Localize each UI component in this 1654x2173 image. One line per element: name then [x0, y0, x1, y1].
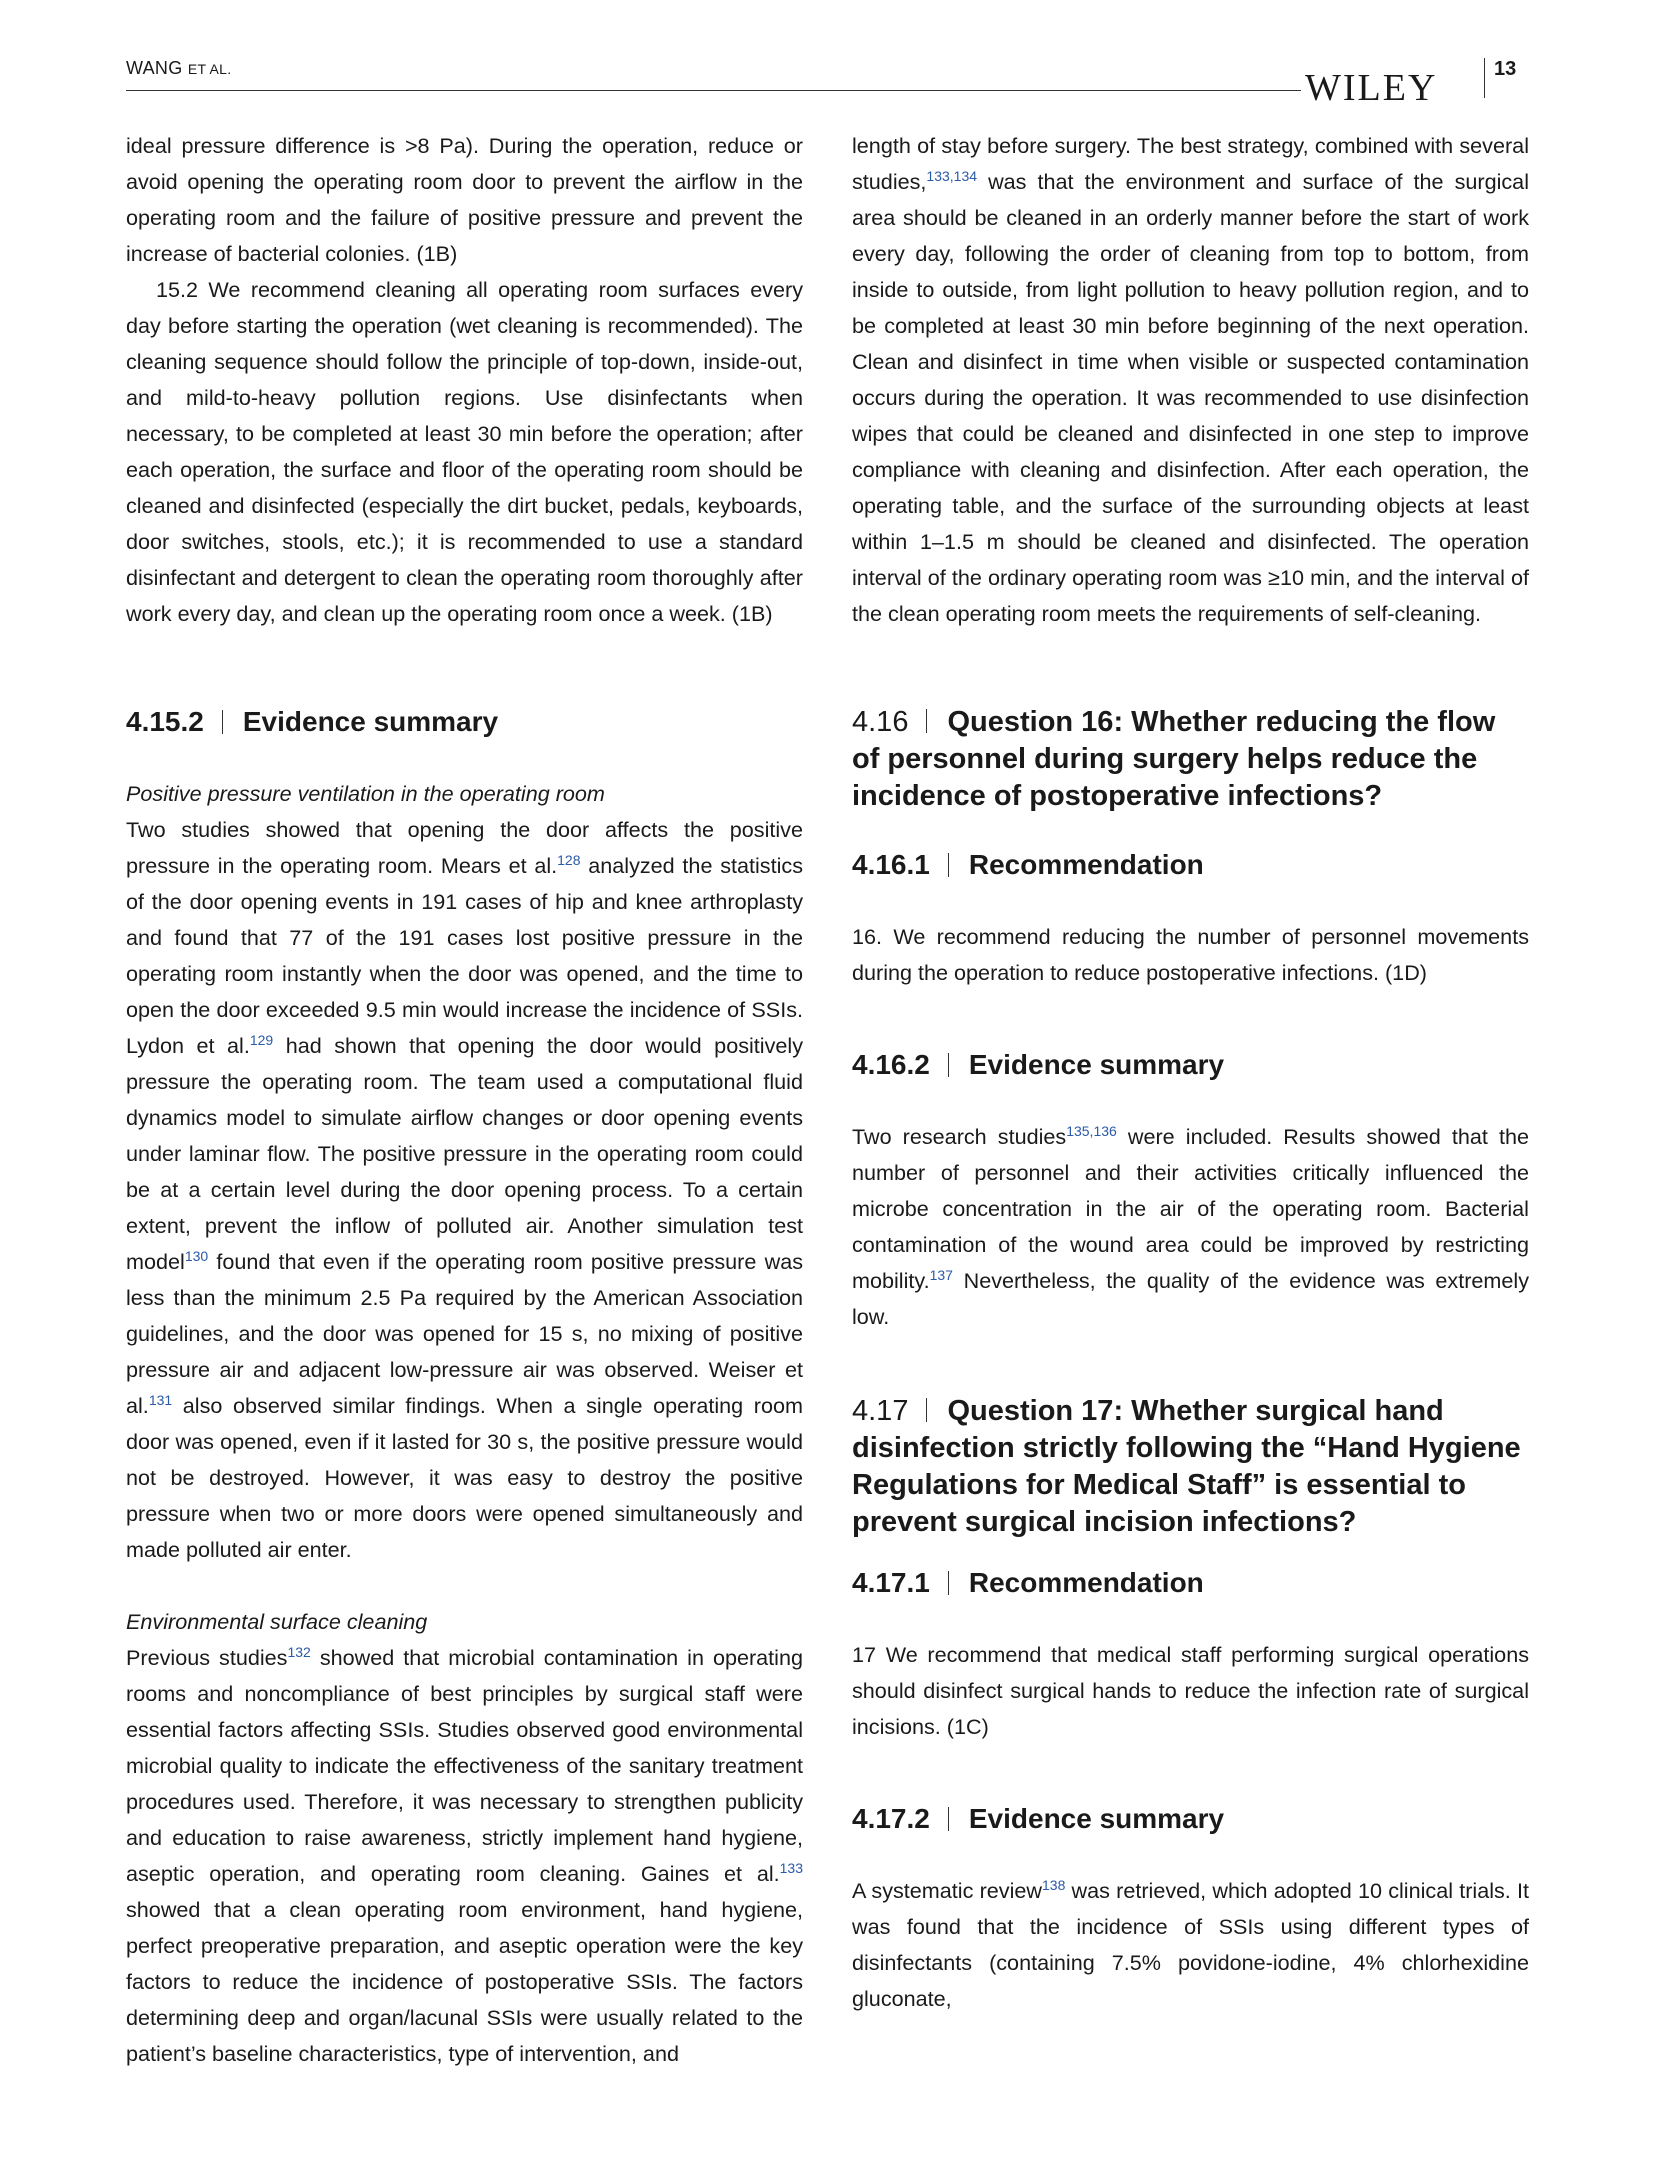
text-run: was retrieved, which adopted 10 clinical trials. It was found that the incidence of SSIs using different types of disinfectants (containing 7.5% povidone-iodine, 4% chlorhexidine gluconate,	[852, 1878, 1529, 2011]
author-suffix: ET AL.	[187, 61, 232, 77]
heading-bar	[948, 1807, 949, 1831]
citation-link[interactable]: 135,136	[1066, 1122, 1117, 1139]
text-run: showed that a clean operating room environment, hand hygiene, perfect preoperative preparation, and aseptic operation were the key factors to reduce the incidence of postoperative SSIs. The factors determining deep and organ/lacunal SSIs were usually related to the patient’s baseline characteristics, type of intervention, and	[126, 1897, 803, 2066]
citation-link[interactable]: 133	[779, 1859, 803, 1876]
paragraph-recommendation-15-2: 15.2 We recommend cleaning all operating room surfaces every day before starting the operation (wet cleaning is recommended). The cleaning sequence should follow the principle of top-down, inside-out, and mild-to-heavy pollution regions. Use disinfectants when necessary, to be completed at least 30 min before the operation; after each operation, the surface and floor of the operating room should be cleaned and disinfected (especially the dirt bucket, pedals, keyboards, door switches, stools, etc.); it is recommended to use a standard disinfectant and detergent to clean the operating room thoroughly after work every day, and clean up the operating room once a week. (1B)	[126, 277, 803, 626]
citation-link[interactable]: 132	[287, 1643, 311, 1660]
citation-link[interactable]: 131	[148, 1391, 173, 1408]
text-run: Previous studies	[126, 1645, 288, 1670]
section-number: 4.17	[852, 1395, 909, 1427]
section-heading-4-16-1	[852, 847, 1529, 883]
section-number: 4.16.2	[852, 1049, 930, 1080]
text-run: showed that microbial contamination in operating rooms and noncompliance of best principles by surgical staff were essential factors affecting SSIs. Studies observed good environmental microbial quality to indicate the effectiveness of the sanitary treatment procedures used. Therefore, it was necessary to strengthen publicity and education to raise awareness, strictly implement hand hygiene, aseptic operation, and operating room cleaning. Gaines et al.	[126, 1645, 804, 1886]
right-column	[852, 128, 1529, 2017]
text-run: analyzed the statistics of the door opening events in 191 cases of hip and knee arthroplasty and found that 77 of the 191 cases lost positive pressure in the operating room instantly when the door was opened, and the time to open the door exceeded 9.5 min would increase the incidence of SSIs. Lydon et al.	[126, 853, 803, 1058]
text-run: was that the environment and surface of the surgical area should be cleaned in an orderly manner before the start of work every day, following the order of cleaning from top to bottom, from inside to outside, from light pollution to heavy pollution region, and to be completed at least 30 min before beginning of the next operation. Clean and disinfect in time when visible or suspected contamination occurs during the operation. It was recommended to use disinfection wipes that could be cleaned and disinfected in one step to improve compliance with cleaning and disinfection. After each operation, the operating table, and the surface of the surrounding objects at least within 1–1.5 m should be cleaned and disinfected. The operation interval of the ordinary operating room was ≥10 min, and the interval of the clean operating room meets the requirements of self-cleaning.	[852, 169, 1529, 626]
text-run: Two research studies	[852, 1124, 1067, 1149]
section-heading-4-17-1	[852, 1565, 1529, 1601]
citation-link[interactable]: 137	[929, 1266, 953, 1283]
heading-bar	[948, 1053, 949, 1077]
text-run: Nevertheless, the quality of the evidence was extremely low.	[852, 1268, 1529, 1329]
publisher-logo: WILEY	[1305, 67, 1438, 109]
heading-bar	[948, 853, 949, 877]
citation-link[interactable]: 128	[557, 851, 581, 868]
paragraph-recommendation-17: 17 We recommend that medical staff performing surgical operations should disinfect surgical hands to reduce the infection rate of surgical incisions. (1C)	[852, 1642, 1529, 1739]
section-heading-4-17-2	[852, 1801, 1529, 1837]
text-run: were included. Results showed that the number of personnel and their activities critically influenced the microbe concentration in the air of the operating room. Bacterial contamination of the wound area could be improved by restricting mobility.	[852, 1124, 1529, 1293]
text-run: had shown that opening the door would positively pressure the operating room. The team used a computational fluid dynamics model to simulate airflow changes or door opening events under laminar flow. The positive pressure in the operating room could be at a certain level during the door opening process. To a certain extent, prevent the inflow of polluted air. Another simulation test model	[126, 1033, 803, 1274]
citation-link[interactable]: 138	[1042, 1876, 1066, 1893]
left-column	[126, 128, 803, 2072]
running-head-author	[126, 58, 231, 79]
paragraph-positive-pressure	[126, 812, 803, 1568]
section-number: 4.16	[852, 706, 909, 738]
text-run: length of stay before surgery. The best strategy, combined with several studies,	[852, 133, 1529, 194]
heading-bar	[948, 1571, 949, 1595]
subheading-environmental-cleaning: Environmental surface cleaning	[126, 1609, 428, 1634]
header-rule	[126, 90, 1301, 91]
paragraph-environmental-cleaning	[126, 1640, 803, 2072]
section-title: Recommendation	[968, 849, 1204, 880]
header-divider	[1484, 58, 1485, 98]
section-heading-4-15-2	[126, 704, 803, 740]
text-run: A systematic review	[852, 1878, 1042, 1903]
question-heading-4-16	[852, 704, 1529, 815]
citation-link[interactable]: 130	[184, 1247, 209, 1264]
citation-link[interactable]: 129	[249, 1031, 274, 1048]
paragraph-recommendation-16: 16. We recommend reducing the number of personnel movements during the operation to reduce postoperative infections. (1D)	[852, 924, 1529, 985]
section-number: 4.17.1	[852, 1567, 930, 1598]
question-heading-4-17	[852, 1393, 1529, 1541]
text-run: found that even if the operating room positive pressure was less than the minimum 2.5 Pa required by the American Association guidelines, and the door was opened for 15 s, no mixing of positive pressure air and adjacent low-pressure air was observed. Weiser et al.	[126, 1249, 803, 1418]
citation-link[interactable]: 133,134	[926, 167, 978, 184]
author-name: WANG	[126, 58, 183, 78]
paragraph-evidence-17	[852, 1873, 1529, 2017]
subheading-positive-pressure: Positive pressure ventilation in the operating room	[126, 781, 605, 806]
text-run: also observed similar findings. When a single operating room door was opened, even if it lasted for 30 s, the positive pressure would not be destroyed. However, it was easy to destroy the positive pressure when two or more doors were opened simultaneously and made polluted air enter.	[126, 1393, 803, 1562]
heading-bar	[926, 1398, 927, 1422]
heading-bar	[926, 709, 927, 733]
section-number: 4.17.2	[852, 1803, 930, 1834]
paragraph: ideal pressure difference is >8 Pa). During the operation, reduce or avoid opening the operating room door to prevent the airflow in the operating room and the failure of positive pressure and prevent the increase of bacterial colonies. (1B)	[126, 133, 803, 266]
section-heading-4-16-2	[852, 1047, 1529, 1083]
paragraph-evidence-16	[852, 1119, 1529, 1335]
text-run: Two studies showed that opening the door affects the positive pressure in the operating room. Mears et al.	[126, 817, 803, 878]
page-number: 13	[1494, 58, 1517, 80]
section-title: Evidence summary	[968, 1803, 1225, 1834]
section-number: 4.16.1	[852, 849, 930, 880]
heading-bar	[222, 710, 223, 734]
section-title: Recommendation	[968, 1567, 1204, 1598]
paragraph-cleaning-strategy	[852, 128, 1529, 632]
question-title: Question 17: Whether surgical hand disinfection strictly following the “Hand Hygiene Regulations for Medical Staff” is essential to prevent surgical incision infections?	[852, 1395, 1521, 1538]
section-number: 4.15.2	[126, 706, 204, 737]
section-title: Evidence summary	[242, 706, 499, 737]
question-title: Question 16: Whether reducing the flow of personnel during surgery helps reduce the incidence of postoperative infections?	[852, 706, 1496, 812]
section-title: Evidence summary	[968, 1049, 1225, 1080]
